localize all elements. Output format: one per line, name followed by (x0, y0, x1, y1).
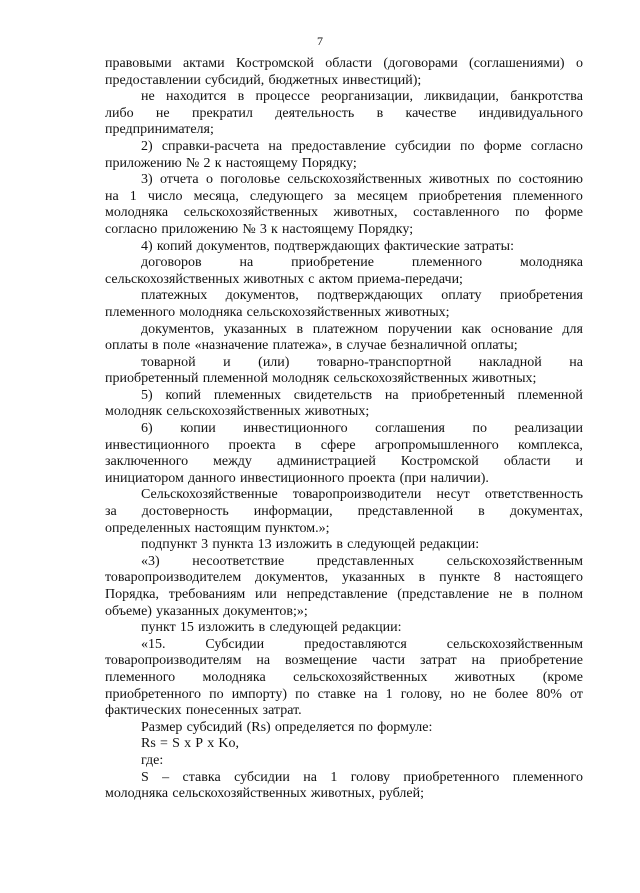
text-line: на 1 число месяца, следующего за месяцем приобретения племенного (105, 188, 583, 204)
text-line: платежных документов, подтверждающих оплату приобретения (141, 288, 583, 304)
text-line: товаропроизводителям на возмещение части затрат на приобретение (105, 653, 583, 669)
text-line: племенного молодняка сельскохозяйственных животных (кроме (105, 669, 583, 685)
text-line: договоров на приобретение племенного молодняка (141, 255, 583, 271)
text-line: приобретенного по импорту) по ставке на 1 голову, но не более 80% от (105, 686, 583, 702)
text-line: молодняка сельскохозяйственных животных, составленного по форме (105, 205, 583, 221)
text-line: правовыми актами Костромской области (договорами (соглашениями) о (105, 56, 583, 71)
text-line: инициатором данного инвестиционного проекта (при наличии). (105, 470, 489, 486)
text-line: пункт 15 изложить в следующей редакции: (141, 620, 402, 636)
text-line: объеме) указанных документов;»; (105, 603, 308, 619)
text-line: сельскохозяйственных животных с актом приема-передачи; (105, 271, 463, 287)
text-line: определенных настоящим пунктом.»; (105, 520, 330, 536)
text-line: Rs = S x P x Ko, (141, 736, 240, 752)
document-body (105, 56, 583, 803)
text-line: 3) отчета о поголовье сельскохозяйственных животных по состоянию (141, 172, 583, 188)
text-line: предпринимателя; (105, 122, 214, 138)
text-line: 4) копий документов, подтверждающих фактические затраты: (141, 238, 514, 254)
text-line: либо не прекратил деятельность в качестве индивидуального (105, 105, 583, 121)
text-line: молодняк сельскохозяйственных животных; (105, 404, 370, 420)
text-line: «3) несоответствие представленных сельскохозяйственным (141, 553, 583, 569)
text-line: товаропроизводителем документов, указанных в пункте 8 настоящего (105, 570, 583, 586)
text-line: приложению № 2 к настоящему Порядку; (105, 155, 357, 171)
text-line: 2) справки-расчета на предоставление субсидии по форме согласно (141, 138, 583, 154)
text-line: где: (141, 752, 164, 768)
text-line: 6) копии инвестиционного соглашения по реализации (141, 421, 583, 437)
text-line: подпункт 3 пункта 13 изложить в следующей редакции: (141, 537, 480, 553)
text-line: оплаты в поле «назначение платежа», в случае безналичной оплаты; (105, 338, 518, 354)
page-number: 7 (317, 34, 323, 48)
text-line: не находится в процессе реорганизации, ликвидации, банкротства (141, 89, 583, 105)
text-line: 5) копий племенных свидетельств на приобретенный племенной (141, 387, 583, 403)
text-line: заключенного между администрацией Костромской области и (105, 454, 583, 470)
text-line: предоставлении субсидий, бюджетных инвестиций); (105, 72, 422, 88)
text-line: приобретенный племенной молодняк сельскохозяйственных животных; (105, 371, 537, 387)
text-line: документов, указанных в платежном поручении как основание для (141, 321, 583, 337)
text-line: племенного молодняка сельскохозяйственных животных; (105, 304, 450, 320)
text-line: Размер субсидий (Rs) определяется по формуле: (141, 719, 433, 735)
text-line: инвестиционного проекта в сфере агропромышленного комплекса, (105, 437, 583, 453)
text-line: молодняка сельскохозяйственных животных, рублей; (105, 786, 425, 802)
text-line: «15. Субсидии предоставляются сельскохозяйственным (141, 636, 583, 652)
text-line: товарной и (или) товарно-транспортной накладной на (141, 354, 583, 370)
text-line: фактических понесенных затрат. (105, 703, 302, 719)
text-line: Сельскохозяйственные товаропроизводители несут ответственность (141, 487, 583, 503)
text-line: S – ставка субсидии на 1 голову приобретенного племенного (141, 769, 583, 785)
text-line: согласно приложению № 3 к настоящему Порядку; (105, 221, 414, 237)
text-line: за достоверность информации, представленной в документах, (105, 504, 583, 520)
text-line: Порядка, требованиям или непредставление (представление не в полном (105, 587, 583, 602)
